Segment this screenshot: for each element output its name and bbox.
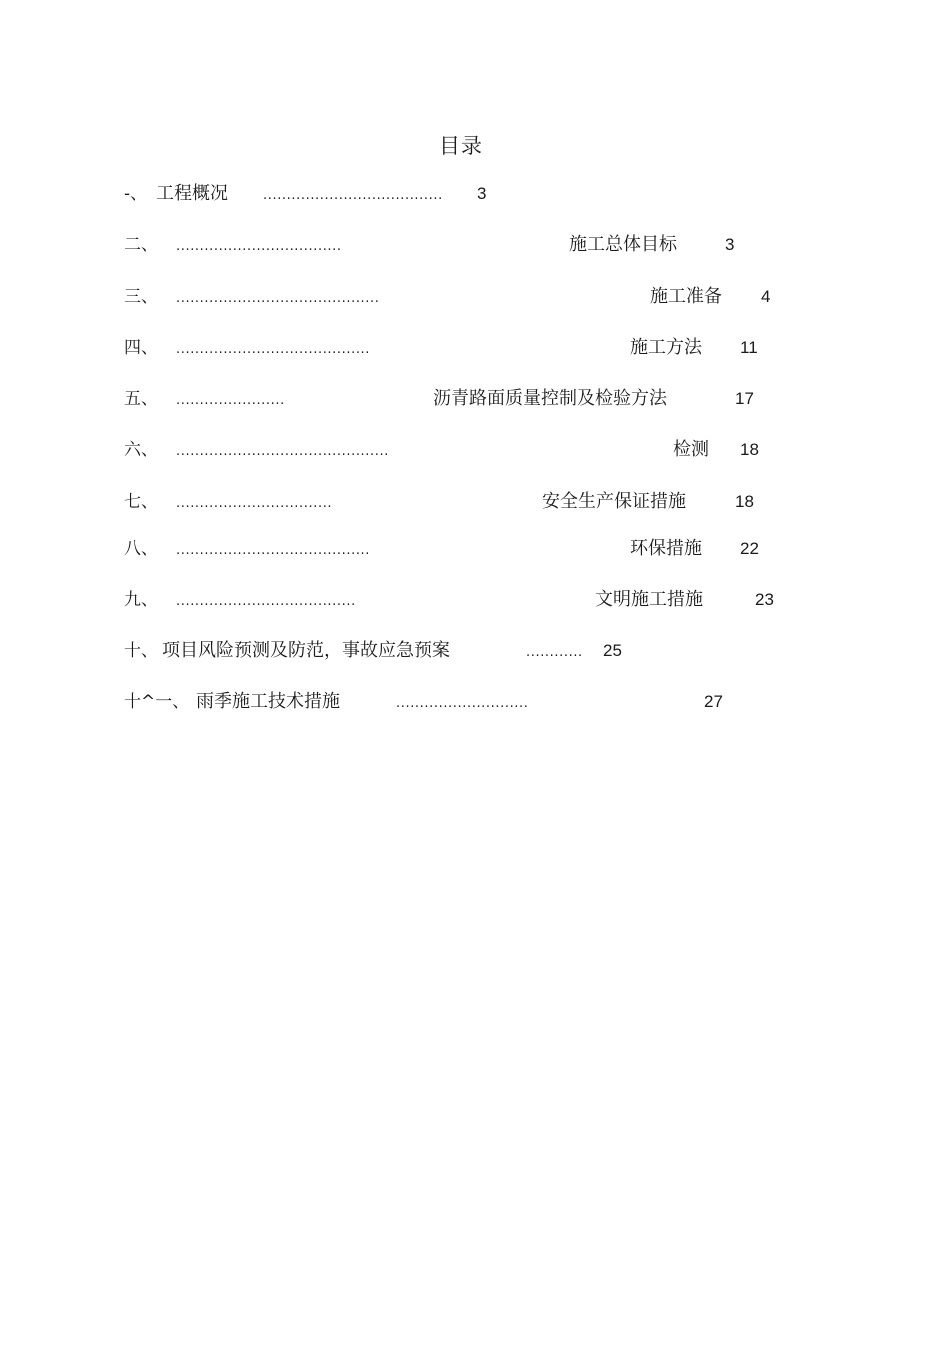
entry-title: 环保措施 [630, 538, 702, 559]
toc-entry [0, 438, 950, 462]
entry-number: 五、 [124, 389, 158, 409]
entry-title: 检测 [673, 439, 709, 460]
entry-title: 雨季施工技术措施 [196, 691, 340, 712]
entry-title: 安全生产保证措施 [542, 491, 686, 512]
entry-title: 项目风险预测及防范，事故应急预案 [162, 640, 450, 661]
entry-page-number: 3 [725, 235, 735, 254]
toc-entry [0, 387, 950, 411]
entry-number: 九、 [124, 590, 158, 610]
toc-entry [0, 285, 950, 309]
entry-page-number: 25 [603, 641, 622, 660]
dot-leader: ....................... [176, 393, 285, 408]
entry-number: 十^一、 [124, 692, 190, 712]
entry-title: 文明施工措施 [595, 589, 703, 610]
entry-page-number: 17 [735, 389, 754, 408]
dot-leader: ................................. [176, 496, 333, 511]
entry-title: 施工准备 [650, 286, 722, 307]
dot-leader: ......................................... [176, 543, 371, 558]
dot-leader: ...................................... [176, 594, 356, 609]
toc-entry [0, 336, 950, 360]
entry-page-number: 23 [755, 590, 774, 609]
toc-entry [0, 537, 950, 561]
toc-entry [0, 233, 950, 257]
entry-page-number: 18 [735, 492, 754, 511]
dot-leader: ........................................... [176, 291, 380, 306]
toc-entry [0, 182, 950, 206]
entry-title: 沥青路面质量控制及检验方法 [433, 388, 667, 409]
dot-leader: ............................................. [176, 444, 389, 459]
toc-entry [0, 588, 950, 612]
entry-number: 二、 [124, 235, 158, 255]
entry-number: 十、 [124, 641, 158, 661]
toc-entry [0, 639, 950, 663]
entry-title: 施工方法 [630, 337, 702, 358]
entry-title: 工程概况 [156, 183, 228, 204]
dot-leader: ......................................... [176, 342, 371, 357]
entry-page-number: 18 [740, 440, 759, 459]
toc-entry [0, 690, 950, 714]
entry-number: 七、 [124, 492, 158, 512]
entry-number: 六、 [124, 440, 158, 460]
entry-page-number: 3 [477, 184, 487, 203]
entry-number: 四、 [124, 338, 158, 358]
dot-leader: ................................... [176, 239, 342, 254]
toc-entry [0, 490, 950, 514]
entry-number: 三、 [124, 287, 158, 307]
toc-heading: 目录 [439, 134, 483, 158]
entry-number: 八、 [124, 539, 158, 559]
dot-leader: ............ [526, 645, 583, 660]
dot-leader: ...................................... [263, 188, 443, 203]
entry-title: 施工总体目标 [569, 234, 677, 255]
entry-page-number: 4 [761, 287, 771, 306]
dot-leader: ............................ [396, 696, 529, 711]
entry-number: -、 [124, 184, 148, 204]
entry-page-number: 27 [704, 692, 723, 711]
entry-page-number: 22 [740, 539, 759, 558]
entry-page-number: 11 [740, 338, 758, 357]
